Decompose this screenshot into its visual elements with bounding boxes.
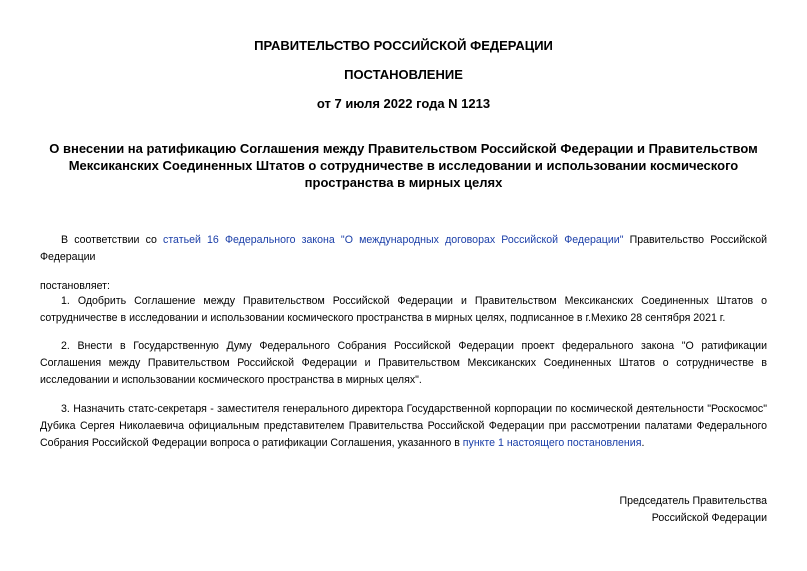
document-page [40,0,767,571]
document-title: О внесении на ратификацию Соглашения между Правительством Российской Федерации и Правительством Мексиканских Соединенных Штатов о сотрудничестве в исследовании и использовании космического пространства в мирных целях [49,141,758,190]
item-1-paragraph: 1. Одобрить Соглашение между Правительством Российской Федерации и Правительством Мексиканских Соединенных Штатов о сотрудничестве в исследовании и использовании космического пространства в мирных целях, подписанное в г.Мехико 28 сентября 2021 г. [40,295,767,324]
item-3-text-end: . [641,437,645,449]
resolves-label: постановляет: [40,280,110,292]
law-article-link[interactable]: статьей 16 Федерального закона "О международных договорах Российской Федерации" [163,234,624,246]
document-type: ПОСТАНОВЛЕНИЕ [344,67,463,82]
item-2-paragraph: 2. Внести в Государственную Думу Федерального Собрания Российской Федерации проект федерального закона "О ратификации Соглашения между Правительством Российской Федерации и Правительством Мексиканских Соединенных Штатов о сотрудничестве в исследовании и использовании космического пространства в мирных целях". [40,340,767,386]
preamble-text-start: В соответствии со [61,234,164,246]
item-3-text-start: 3. Назначить статс-секретаря - заместителя генерального директора Государственной корпорации по космической деятельности "Роскосмос" Дубика Сергея Николаевича официальным представителем Правительства Российской Федерации при рассмотрении палатами Федерального Собрания Российской Федерации вопроса о ратификации Соглашения, указанного в [40,403,767,449]
preamble-text-end: Правительство Российской Федерации [40,234,768,263]
signature-org-line: Российской Федерации [651,512,767,524]
signature-title-line: Председатель Правительства [619,495,767,507]
item-3-paragraph [40,401,767,452]
issuing-organization: ПРАВИТЕЛЬСТВО РОССИЙСКОЙ ФЕДЕРАЦИИ [254,38,553,53]
item-1-reference-link[interactable]: пункте 1 настоящего постановления [462,437,642,449]
document-date-number: от 7 июля 2022 года N 1213 [316,96,491,111]
preamble-paragraph [40,232,767,266]
signature-block [619,493,767,527]
